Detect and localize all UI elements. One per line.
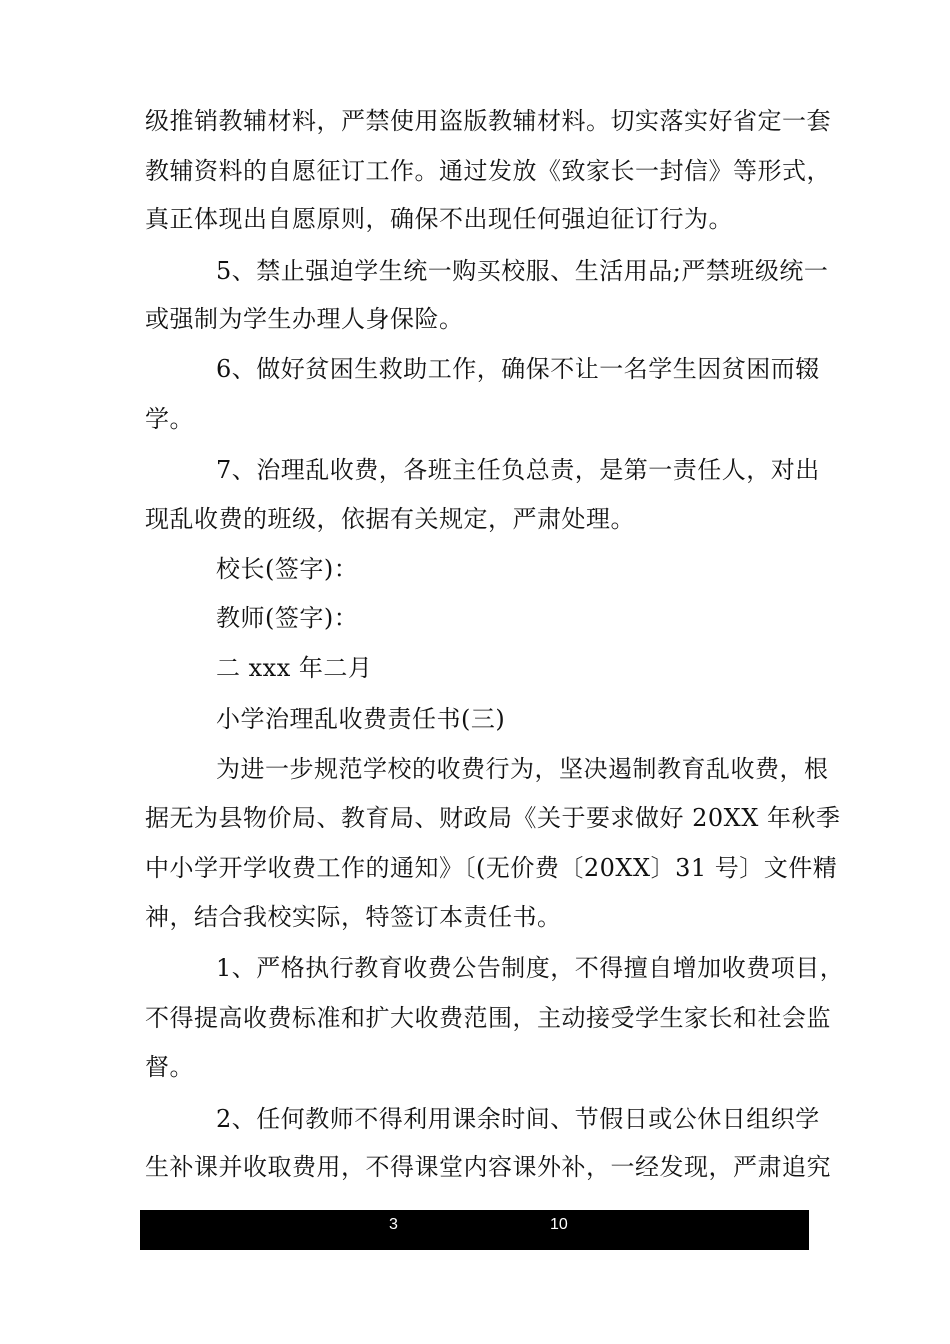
text-line: 真正体现出自愿原则，确保不出现任何强迫征订行为。 — [145, 205, 733, 233]
text-line: 神，结合我校实际，特签订本责任书。 — [145, 903, 562, 931]
date-line: 二 xxx 年二月 — [216, 654, 373, 682]
page-number: 3 — [389, 1216, 398, 1233]
text-line: 不得提高收费标准和扩大收费范围，主动接受学生家长和社会监 — [145, 1004, 831, 1032]
text-line: 生补课并收取费用，不得课堂内容课外补，一经发现，严肃追究 — [145, 1153, 831, 1181]
text-line: 2、任何教师不得利用课余时间、节假日或公休日组织学 — [216, 1105, 820, 1133]
text-line: 5、禁止强迫学生统一购买校服、生活用品;严禁班级统一 — [216, 257, 829, 285]
text-line: 级推销教辅材料，严禁使用盗版教辅材料。切实落实好省定一套 — [145, 107, 831, 135]
teacher-signature-line: 教师(签字)： — [216, 604, 359, 632]
text-line: 6、做好贫困生救助工作，确保不让一名学生因贫困而辍 — [216, 355, 820, 383]
text-line: 1、严格执行教育收费公告制度，不得擅自增加收费项目， — [216, 954, 845, 982]
text-line: 督。 — [145, 1053, 194, 1081]
page-footer-bar — [140, 1210, 809, 1250]
page-total: 10 — [550, 1216, 568, 1233]
text-line: 或强制为学生办理人身保险。 — [145, 305, 464, 333]
text-line: 7、治理乱收费，各班主任负总责，是第一责任人，对出 — [216, 456, 820, 484]
text-line: 教辅资料的自愿征订工作。通过发放《致家长一封信》等形式， — [145, 157, 831, 185]
text-line: 据无为县物价局、教育局、财政局《关于要求做好 20XX 年秋季 — [145, 804, 841, 832]
text-line: 为进一步规范学校的收费行为，坚决遏制教育乱收费，根 — [216, 755, 829, 783]
text-line: 中小学开学收费工作的通知》〔(无价费〔20XX〕31 号〕文件精 — [145, 854, 838, 882]
principal-signature-line: 校长(签字)： — [216, 555, 359, 583]
text-line: 现乱收费的班级，依据有关规定，严肃处理。 — [145, 505, 635, 533]
text-line: 学。 — [145, 405, 194, 433]
section-title: 小学治理乱收费责任书(三) — [216, 705, 506, 733]
